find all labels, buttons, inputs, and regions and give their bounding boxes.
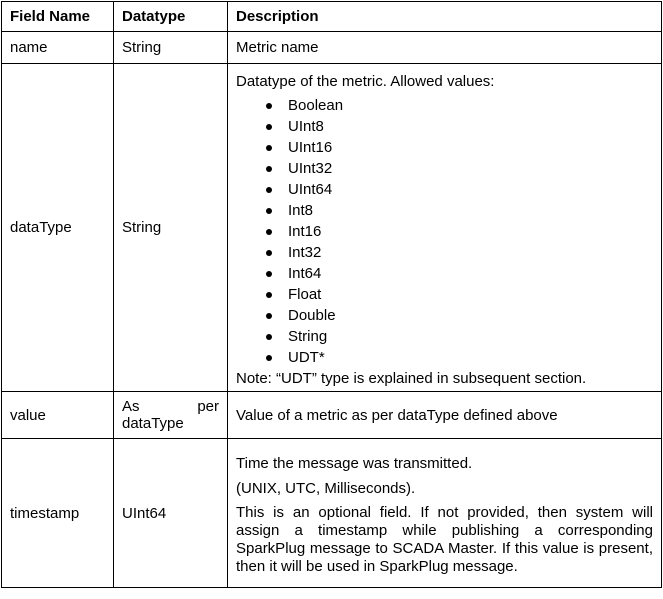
list-item: Boolean <box>236 95 653 116</box>
datatype-word: As <box>122 398 140 415</box>
datatype-line-1 <box>122 398 219 415</box>
timestamp-desc-p2: (UNIX, UTC, Milliseconds). <box>236 479 416 497</box>
allowed-values-intro: Datatype of the metric. Allowed values: <box>236 72 495 90</box>
list-item: String <box>236 326 653 347</box>
list-item: UInt32 <box>236 158 653 179</box>
cell-description: Value of a metric as per dataType defined above <box>228 392 662 439</box>
list-item: Int32 <box>236 242 653 263</box>
table-row-value <box>2 392 662 439</box>
cell-datatype: String <box>114 32 228 64</box>
table-row-name <box>2 32 662 64</box>
metric-fields-table <box>1 1 662 588</box>
cell-field: timestamp <box>2 439 114 588</box>
list-item: Int64 <box>236 263 653 284</box>
cell-description <box>228 64 662 392</box>
table-row-datatype <box>2 64 662 392</box>
cell-datatype <box>114 392 228 439</box>
list-item: UInt64 <box>236 179 653 200</box>
header-datatype: Datatype <box>114 2 228 32</box>
timestamp-desc-p3: This is an optional field. If not provided, then system will assign a timestamp while publishing a corresponding SparkPlug message to SCADA Master. If this value is present, then it will be used in SparkPlug message. <box>236 503 653 575</box>
list-item: Int16 <box>236 221 653 242</box>
list-item: UDT* <box>236 347 653 368</box>
header-row <box>2 2 662 32</box>
list-item: Double <box>236 305 653 326</box>
allowed-values-list <box>236 95 653 368</box>
cell-field: dataType <box>2 64 114 392</box>
list-item: UInt8 <box>236 116 653 137</box>
cell-datatype: UInt64 <box>114 439 228 588</box>
cell-field: value <box>2 392 114 439</box>
header-field-name: Field Name <box>2 2 114 32</box>
header-description: Description <box>228 2 662 32</box>
list-item: Int8 <box>236 200 653 221</box>
list-item: Float <box>236 284 653 305</box>
table-row-timestamp <box>2 439 662 588</box>
list-item: UInt16 <box>236 137 653 158</box>
udt-note: Note: “UDT” type is explained in subsequent section. <box>236 369 587 387</box>
datatype-word: per <box>197 398 219 415</box>
cell-datatype: String <box>114 64 228 392</box>
cell-description: Metric name <box>228 32 662 64</box>
cell-description <box>228 439 662 588</box>
timestamp-desc-p1: Time the message was transmitted. <box>236 454 473 472</box>
datatype-line-2: dataType <box>122 415 184 432</box>
cell-field: name <box>2 32 114 64</box>
